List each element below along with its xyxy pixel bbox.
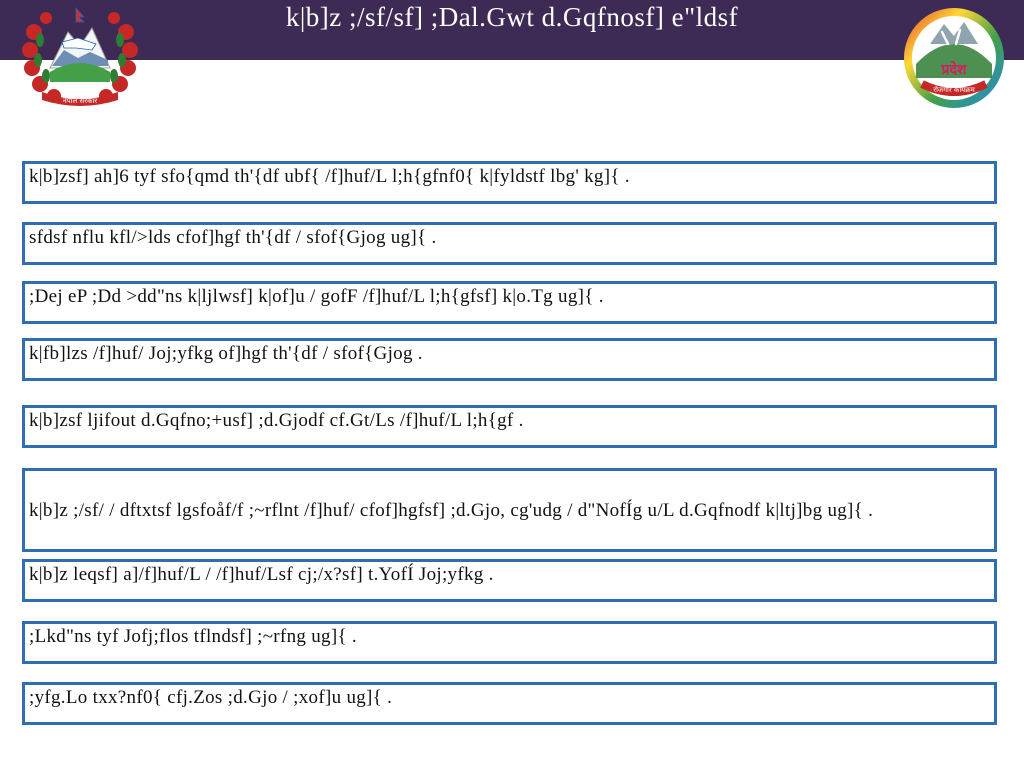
list-item [22,222,997,265]
list-item-text: k|b]zsf ljifout d.Gqfno;+usf] ;d.Gjodf cf.Gt/Ls /f]huf/L l;h{gf . [29,410,524,431]
list-item-text: ;Lkd"ns tyf Jofj;flos tflndsf] ;~rfng ug]{ . [29,626,357,647]
emblem-ribbon-text: नेपाल सरकार [62,97,98,105]
list-item [22,338,997,381]
list-item-text: k|b]zsf] ah]6 tyf sfo{qmd th'{df ubf{ /f]huf/L l;h{gfnf0{ k|fyldstf lbg' kg]{ . [29,166,630,187]
list-item [22,468,997,552]
list-item [22,682,997,725]
list-item-text: ;Dej eP ;Dd >dd"ns k|ljlwsf] k|of]u / gofF /f]huf/L l;h{gfsf] k|o.Tg ug]{ . [29,286,604,307]
list-item-text: k|fb]lzs /f]huf/ Joj;yfkg of]hgf th'{df / sfof{Gjog . [29,343,423,364]
nepal-emblem-icon [18,2,142,110]
list-item-text: sfdsf nflu kfl/>lds cfof]hgf th'{df / sfof{Gjog ug]{ . [29,227,437,248]
list-item [22,281,997,324]
page-title: k|b]z ;/sf/sf] ;Dal.Gwt d.Gqfnosf] e"ldsf [285,2,739,32]
list-item [22,559,997,602]
list-item-text: ;yfg.Lo txx?nf0{ cfj.Zos ;d.Gjo / ;xof]u ug]{ . [29,687,393,708]
logo-text-top: प्रदेश [941,62,967,78]
list-item [22,161,997,204]
list-item-text: k|b]z ;/sf/ / dftxtsf lgsfoåf/f ;~rflnt /f]huf/ cfof]hgfsf] ;d.Gjo, cg'udg / d"NofÍg u/L d.Gqfnodf k|ltj]bg ug]{ . [29,500,874,521]
pradesh-logo-icon [900,4,1008,112]
logo-text-bottom: रोजगार कार्यक्रम [933,86,975,94]
list-item [22,405,997,448]
list-item [22,621,997,664]
list-item-text: k|b]z leqsf] a]/f]huf/L / /f]huf/Lsf cj;/x?sf] t.YofÍ Joj;yfkg . [29,564,494,585]
